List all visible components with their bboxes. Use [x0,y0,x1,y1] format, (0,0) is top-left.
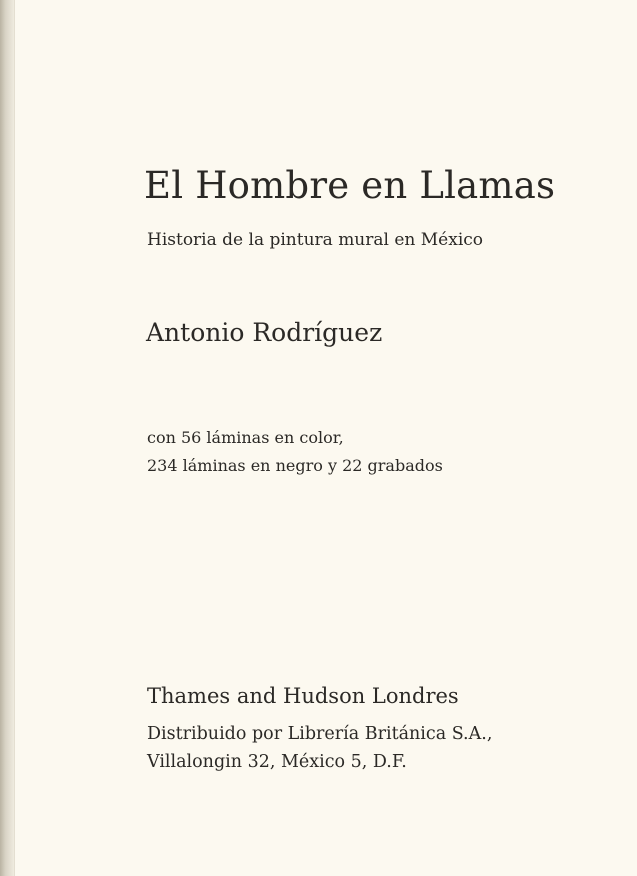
distribution-line-1: Distribuido por Librería Británica S.A., [147,724,493,744]
plates-line-2: 234 láminas en negro y 22 grabados [147,456,443,475]
publisher: Thames and Hudson Londres [147,684,459,708]
book-title: El Hombre en Llamas [144,164,556,207]
author-name: Antonio Rodríguez [146,318,383,347]
book-subtitle: Historia de la pintura mural en México [147,230,484,250]
plates-description [147,424,443,480]
distribution-info [147,720,492,776]
plates-line-1: con 56 láminas en color, [147,428,344,447]
gutter-edge [14,0,15,876]
distribution-line-2: Villalongin 32, México 5, D.F. [147,752,407,772]
binding-gutter [0,0,14,876]
